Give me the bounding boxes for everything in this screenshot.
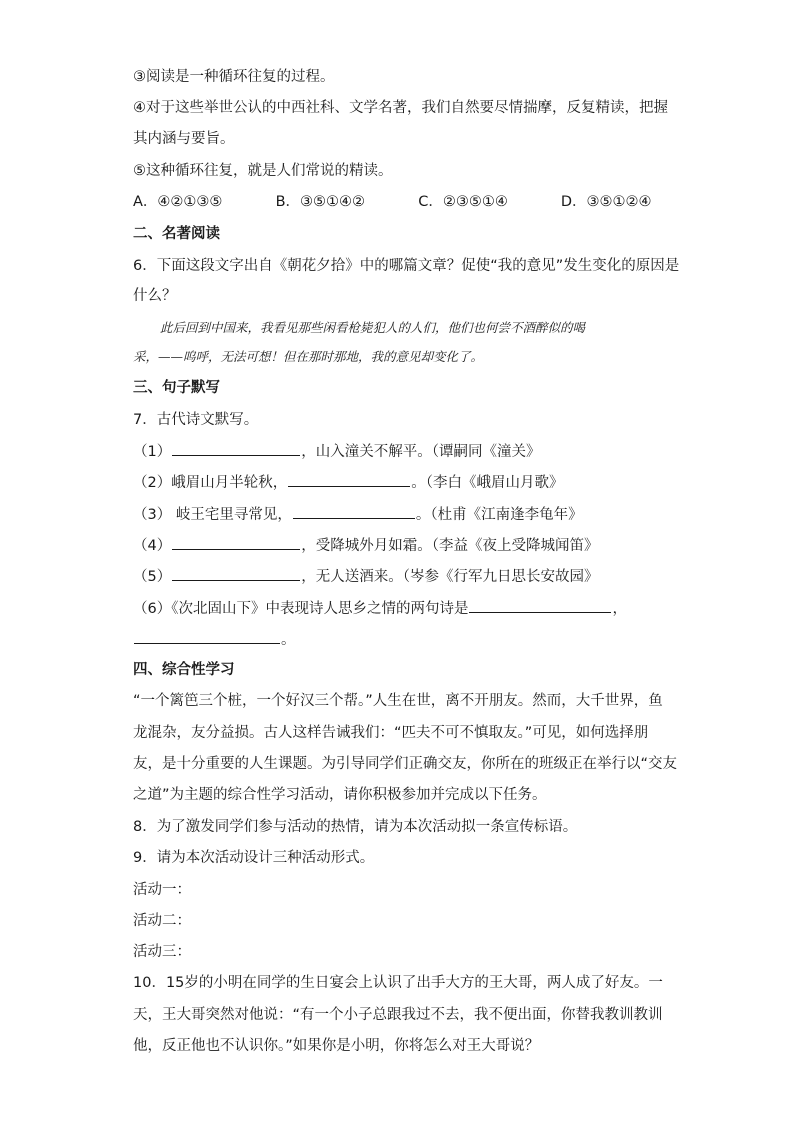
section-heading-4: 四、综合性学习 bbox=[133, 662, 235, 678]
activity-3-label: 活动三： bbox=[133, 944, 191, 960]
question-10-line2: 天，王大哥突然对他说：“有一个小子总跟我过不去，我不便出面，你替我教训教训 bbox=[133, 1007, 663, 1023]
passage-line2: 龙混杂，友分益损。古人这样告诫我们：“匹夫不可不慎取友。”可见，如何选择朋 bbox=[133, 725, 649, 741]
dictation-1-text: ，山入潼关不解平。（谭嗣同《潼关》 bbox=[301, 444, 541, 460]
answer-blank-3[interactable] bbox=[293, 504, 415, 519]
dictation-6-text: （6）《次北固山下》中表现诗人思乡之情的两句诗是 bbox=[133, 601, 469, 617]
question-6-line2: 什么？ bbox=[133, 288, 177, 304]
dictation-5 bbox=[133, 566, 673, 587]
statement-5: ⑤这种循环往复，就是人们常说的精读。 bbox=[133, 163, 393, 179]
dictation-6-line1 bbox=[133, 598, 673, 619]
section-heading-3: 三、句子默写 bbox=[133, 380, 220, 396]
statement-4-line2: 其内涵与要旨。 bbox=[133, 131, 235, 147]
dictation-2-text: （2）峨眉山月半轮秋， bbox=[133, 475, 288, 491]
dictation-4-number: （4） bbox=[133, 538, 172, 554]
dictation-1 bbox=[133, 441, 673, 462]
passage-line1: “一个篱笆三个桩，一个好汉三个帮。”人生在世，离不开朋友。然而，大千世界，鱼 bbox=[133, 693, 663, 709]
option-c: C．②③⑤①④ bbox=[418, 194, 508, 210]
dictation-3-source: 。（杜甫《江南逢李龟年》 bbox=[415, 507, 583, 523]
answer-blank-6a[interactable] bbox=[469, 598, 611, 613]
option-b: B．③⑤①④② bbox=[275, 194, 366, 210]
dictation-3-text: （3） 岐王宅里寻常见， bbox=[133, 507, 292, 523]
dictation-4-text: ，受降城外月如霜。（李益《夜上受降城闻笛》 bbox=[301, 538, 599, 554]
answer-blank-2[interactable] bbox=[288, 472, 410, 487]
section-heading-2: 二、名著阅读 bbox=[133, 226, 220, 242]
dictation-5-text: ，无人送酒来。（岑参《行军九日思长安故园》 bbox=[301, 569, 599, 585]
dictation-4 bbox=[133, 535, 673, 556]
statement-3: ③阅读是一种循环往复的过程。 bbox=[133, 69, 335, 85]
excerpt-line2: 采，——呜呼，无法可想！但在那时那地，我的意见却变化了。 bbox=[133, 349, 484, 364]
passage-line4: 之道”为主题的综合性学习活动，请你积极参加并完成以下任务。 bbox=[133, 787, 547, 803]
dictation-6-period: 。 bbox=[281, 632, 296, 648]
question-7: 7．古代诗文默写。 bbox=[133, 412, 259, 428]
dictation-6-line2 bbox=[133, 629, 673, 650]
answer-options bbox=[133, 192, 673, 212]
question-10-line3: 他，反正他也不认识你。”如果你是小明，你将怎么对王大哥说？ bbox=[133, 1038, 540, 1054]
question-8: 8．为了激发同学们参与活动的热情，请为本次活动拟一条宣传标语。 bbox=[133, 819, 578, 835]
excerpt-line1: 此后回到中国来，我看见那些闲看枪毙犯人的人们，他们也何尝不酒醉似的喝 bbox=[160, 320, 586, 335]
statement-4-line1: ④对于这些举世公认的中西社科、文学名著，我们自然要尽情揣摩，反复精读，把握 bbox=[133, 100, 668, 116]
answer-blank-6b[interactable] bbox=[134, 629, 280, 644]
dictation-5-number: （5） bbox=[133, 569, 172, 585]
question-6-line1: 6．下面这段文字出自《朝花夕拾》中的哪篇文章？促使“我的意见”发生变化的原因是 bbox=[133, 258, 680, 274]
question-9: 9．请为本次活动设计三种活动形式。 bbox=[133, 850, 375, 866]
answer-blank-1[interactable] bbox=[172, 441, 300, 456]
activity-2-label: 活动二： bbox=[133, 913, 191, 929]
option-a: A．④②①③⑤ bbox=[133, 194, 223, 210]
dictation-2-source: 。（李白《峨眉山月歌》 bbox=[411, 475, 564, 491]
answer-blank-4[interactable] bbox=[172, 535, 300, 550]
option-d: D．③⑤①②④ bbox=[560, 194, 652, 210]
dictation-2 bbox=[133, 472, 673, 493]
answer-blank-5[interactable] bbox=[172, 566, 300, 581]
activity-1-label: 活动一： bbox=[133, 882, 191, 898]
dictation-3 bbox=[133, 504, 673, 525]
dictation-1-number: （1） bbox=[133, 444, 172, 460]
question-10-line1: 10．15岁的小明在同学的生日宴会上认识了出手大方的王大哥，两人成了好友。一 bbox=[133, 975, 663, 991]
passage-line3: 友，是十分重要的人生课题。为引导同学们正确交友，你所在的班级正在举行以“交友 bbox=[133, 756, 678, 772]
dictation-6-comma: ， bbox=[612, 601, 627, 617]
